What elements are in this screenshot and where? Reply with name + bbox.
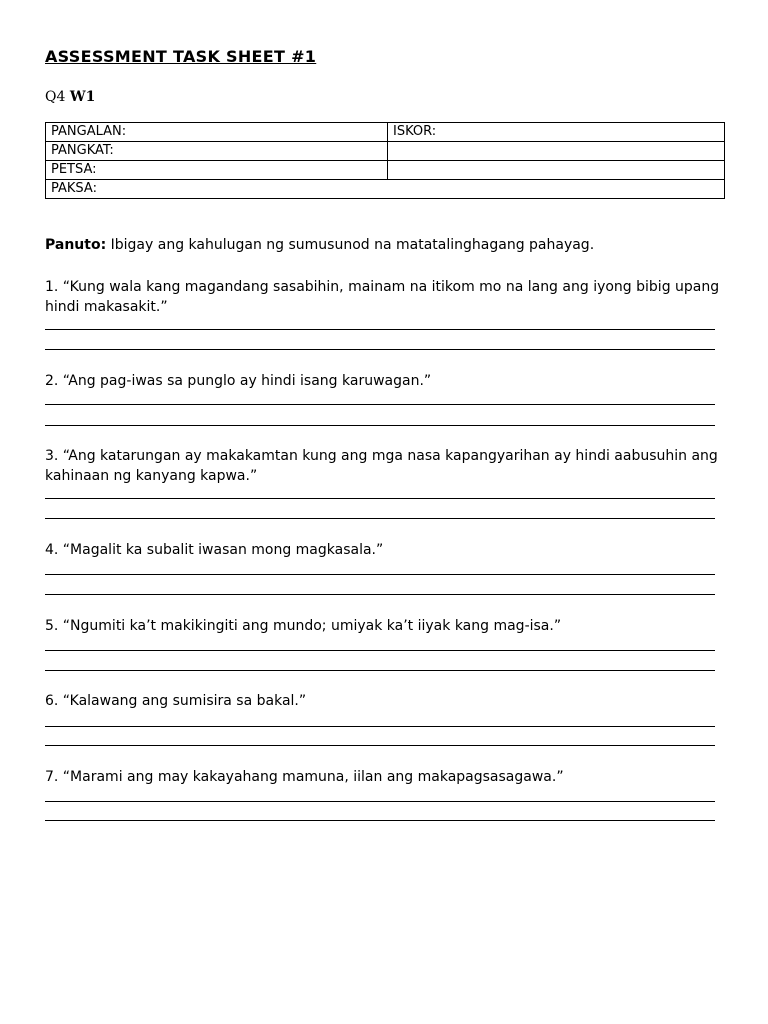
answer-line-7a[interactable] bbox=[45, 801, 715, 802]
question-1: 1. “Kung wala kang magandang sasabihin, mainam na itikom mo na lang ang iyong bibig upang hindi makasakit.” bbox=[45, 279, 720, 315]
name-field[interactable]: PANGALAN: bbox=[46, 123, 388, 142]
table-row bbox=[46, 161, 725, 180]
date-blank-cell bbox=[388, 161, 725, 180]
instructions-text: Ibigay ang kahulugan ng sumusunod na matatalinghagang pahayag. bbox=[110, 237, 595, 253]
answer-line-5a[interactable] bbox=[45, 650, 715, 651]
question-7: 7. “Marami ang may kakayahang mamuna, iilan ang makapagsasagawa.” bbox=[45, 769, 564, 785]
answer-line-7b[interactable] bbox=[45, 820, 715, 821]
question-4: 4. “Magalit ka subalit iwasan mong magkasala.” bbox=[45, 542, 384, 558]
table-row bbox=[46, 142, 725, 161]
week-label: W1 bbox=[69, 89, 96, 105]
answer-line-3a[interactable] bbox=[45, 498, 715, 499]
date-field[interactable]: PETSA: bbox=[46, 161, 388, 180]
section-field[interactable]: PANGKAT: bbox=[46, 142, 388, 161]
table-row bbox=[46, 180, 725, 199]
question-3: 3. “Ang katarungan ay makakamtan kung ang mga nasa kapangyarihan ay hindi aabusuhin ang kahinaan ng kanyang kapwa.” bbox=[45, 448, 718, 484]
section-blank-cell bbox=[388, 142, 725, 161]
quarter-week-label bbox=[45, 89, 95, 105]
answer-line-2a[interactable] bbox=[45, 404, 715, 405]
answer-line-6b[interactable] bbox=[45, 745, 715, 746]
question-5: 5. “Ngumiti ka’t makikingiti ang mundo; umiyak ka’t iiyak kang mag-isa.” bbox=[45, 618, 562, 634]
question-6: 6. “Kalawang ang sumisira sa bakal.” bbox=[45, 693, 307, 709]
answer-line-5b[interactable] bbox=[45, 670, 715, 671]
answer-line-4b[interactable] bbox=[45, 594, 715, 595]
answer-line-1b[interactable] bbox=[45, 349, 715, 350]
topic-field[interactable]: PAKSA: bbox=[46, 180, 725, 199]
page-title: ASSESSMENT TASK SHEET #1 bbox=[45, 47, 317, 66]
student-info-table bbox=[45, 122, 725, 199]
table-row bbox=[46, 123, 725, 142]
answer-line-1a[interactable] bbox=[45, 329, 715, 330]
answer-line-4a[interactable] bbox=[45, 574, 715, 575]
score-field[interactable]: ISKOR: bbox=[388, 123, 725, 142]
quarter-label: Q4 bbox=[45, 89, 66, 105]
answer-line-3b[interactable] bbox=[45, 518, 715, 519]
instructions bbox=[45, 237, 594, 253]
instructions-label: Panuto: bbox=[45, 237, 107, 253]
answer-line-2b[interactable] bbox=[45, 425, 715, 426]
answer-line-6a[interactable] bbox=[45, 726, 715, 727]
question-2: 2. “Ang pag-iwas sa punglo ay hindi isang karuwagan.” bbox=[45, 373, 432, 389]
